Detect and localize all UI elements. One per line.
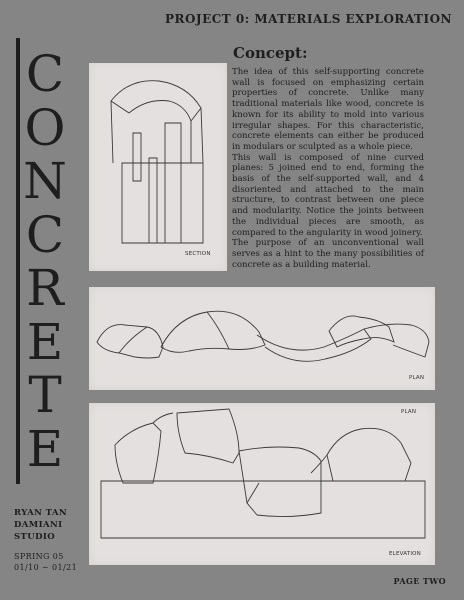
title-letter: T (28, 366, 62, 424)
concept-paragraph: The purpose of an unconventional wall serves as a hint to the many possibilities of concrete as a building material. (232, 238, 424, 270)
concept-text (232, 67, 424, 270)
title-word (0, 45, 90, 478)
page-label: PAGE TWO (393, 576, 446, 586)
plan-label: PLAN (409, 375, 425, 381)
plan-sketch (89, 287, 435, 390)
date-block (14, 551, 77, 573)
plan-label-2: PLAN (401, 409, 417, 415)
title-letter: R (26, 259, 64, 317)
concept-paragraph: This wall is composed of nine curved planes: 5 joined end to end, forming the basis of the self-supported wall, and 4 disoriented and attached to the main structure, to contrast between one piece and modularity. Notice the joints between the individual pieces are smooth, as compared to the angularity in wood joinery. (232, 152, 424, 238)
section-label: SECTION (185, 251, 211, 257)
concept-heading: Concept: (233, 44, 308, 62)
author-block (14, 507, 67, 543)
title-letter: E (26, 419, 64, 478)
section-sketch (89, 63, 227, 271)
title-letter: C (25, 45, 65, 103)
title-letter: N (23, 152, 67, 210)
elevation-label: ELEVATION (389, 551, 421, 557)
title-letter: C (25, 205, 65, 264)
concept-paragraph: The idea of this self-supporting concrete wall is focused on emphasizing certain properties of concrete. Unlike many traditional materials like wood, concrete is known for its ability to mold into various irregular shapes. For this characteristic, concrete elements can either be produced in modulars or sculpted as a whole piece. (232, 67, 424, 152)
title-letter: O (24, 98, 66, 157)
title-letter: E (26, 312, 64, 371)
plan-drawing (89, 287, 435, 390)
project-title: PROJECT 0: MATERIALS EXPLORATION (164, 12, 452, 26)
date-line: 01/10 ~ 01/21 (14, 563, 78, 572)
author-line: DAMIANI (14, 520, 63, 530)
elevation-sketch (89, 403, 435, 565)
author-line: RYAN TAN (14, 508, 68, 518)
author-line: STUDIO (14, 532, 56, 542)
section-drawing (89, 63, 227, 271)
elevation-drawing (89, 403, 435, 565)
date-line: SPRING 05 (14, 552, 64, 561)
